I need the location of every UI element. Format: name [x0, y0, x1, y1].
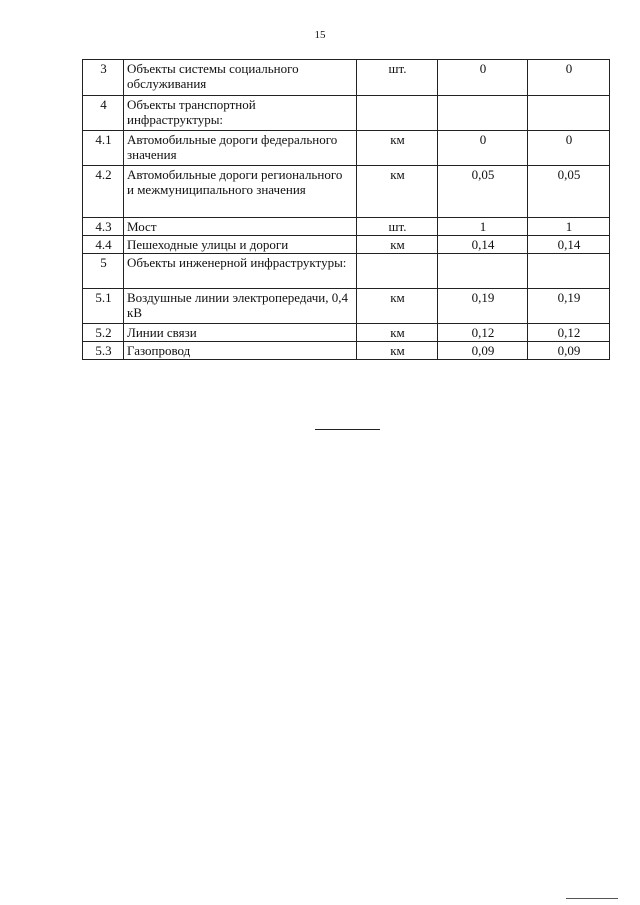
row-value-1 — [438, 254, 528, 289]
row-number: 5 — [83, 254, 124, 289]
row-unit: шт. — [357, 60, 438, 96]
row-value-2: 0,14 — [528, 236, 610, 254]
row-unit: шт. — [357, 218, 438, 236]
row-value-1 — [438, 96, 528, 131]
row-number: 4.2 — [83, 166, 124, 218]
row-unit: км — [357, 131, 438, 166]
row-unit: км — [357, 342, 438, 360]
table-row — [83, 96, 610, 131]
table-row — [83, 60, 610, 96]
table-row — [83, 289, 610, 324]
row-unit: км — [357, 324, 438, 342]
row-number: 3 — [83, 60, 124, 96]
row-value-2: 0,05 — [528, 166, 610, 218]
row-number: 5.3 — [83, 342, 124, 360]
row-value-1: 0 — [438, 60, 528, 96]
row-value-2: 1 — [528, 218, 610, 236]
row-unit — [357, 96, 438, 131]
row-value-1: 0,14 — [438, 236, 528, 254]
end-divider — [315, 429, 380, 430]
row-number: 5.1 — [83, 289, 124, 324]
row-name: Газопровод — [124, 342, 357, 360]
row-value-2: 0,09 — [528, 342, 610, 360]
row-value-2: 0,19 — [528, 289, 610, 324]
row-name: Пешеходные улицы и дороги — [124, 236, 357, 254]
table-row — [83, 342, 610, 360]
row-number: 4.4 — [83, 236, 124, 254]
table-row — [83, 236, 610, 254]
row-value-1: 0 — [438, 131, 528, 166]
row-number: 5.2 — [83, 324, 124, 342]
row-unit: км — [357, 166, 438, 218]
row-number: 4 — [83, 96, 124, 131]
table-row — [83, 218, 610, 236]
row-value-2: 0 — [528, 60, 610, 96]
row-unit — [357, 254, 438, 289]
row-value-1: 0,19 — [438, 289, 528, 324]
row-name: Объекты транспортной инфраструктуры: — [124, 96, 357, 131]
row-value-2: 0 — [528, 131, 610, 166]
row-name: Линии связи — [124, 324, 357, 342]
table-row — [83, 324, 610, 342]
row-name: Воздушные линии электропередачи, 0,4 кВ — [124, 289, 357, 324]
row-value-2 — [528, 254, 610, 289]
row-value-1: 0,05 — [438, 166, 528, 218]
row-name: Объекты системы социального обслуживания — [124, 60, 357, 96]
row-name: Объекты инженерной инфраструктуры: — [124, 254, 357, 289]
corner-mark — [566, 898, 618, 899]
row-value-1: 0,12 — [438, 324, 528, 342]
row-value-1: 1 — [438, 218, 528, 236]
table-row — [83, 131, 610, 166]
row-name: Автомобильные дороги федерального значения — [124, 131, 357, 166]
row-value-2: 0,12 — [528, 324, 610, 342]
row-number: 4.1 — [83, 131, 124, 166]
indicators-table — [82, 59, 610, 360]
table-row — [83, 166, 610, 218]
row-name: Автомобильные дороги регионального и межмуниципального значения — [124, 166, 357, 218]
row-value-1: 0,09 — [438, 342, 528, 360]
row-value-2 — [528, 96, 610, 131]
row-number: 4.3 — [83, 218, 124, 236]
page-number: 15 — [314, 29, 326, 41]
row-name: Мост — [124, 218, 357, 236]
table-row — [83, 254, 610, 289]
row-unit: км — [357, 236, 438, 254]
row-unit: км — [357, 289, 438, 324]
